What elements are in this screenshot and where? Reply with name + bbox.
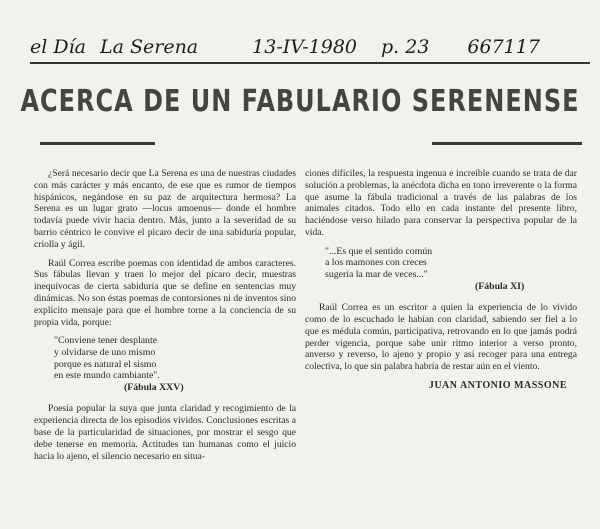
verse-quote bbox=[54, 335, 296, 393]
verse-source: (Fábula XI) bbox=[475, 280, 525, 292]
archive-code: 667117 bbox=[467, 36, 540, 58]
title-rule-right bbox=[432, 142, 582, 145]
author-signature: JUAN ANTONIO MASSONE bbox=[428, 379, 567, 391]
verse-line: "...Es que el sentido común bbox=[325, 245, 433, 257]
verse-line: "Conviene tener desplante bbox=[54, 335, 158, 347]
paragraph: ciones difíciles, la respuesta ingenua e increíble cuando se trata de dar solución a problemas, la anécdota dicha en tono irreverente o la forma que asume la fábula tradicional a través de las palabras de los animales citados. Todo ello en cada instante del presente libro, haciéndose verso hilado para conservar la perspectiva popular de la vida. bbox=[305, 168, 577, 238]
verse-line: a los mamones con creces bbox=[325, 257, 427, 269]
page-number: p. 23 bbox=[381, 36, 430, 58]
paragraph: Raúl Correa escribe poemas con identidad de ambos caracteres. Sus fábulas llevan y traen lo mejor del pícaro decir, muestras inequívocas de cierta sabiduría que se define en sentencias muy dinámicas. No son éstas poemas de contorsiones ni de inventos sino explícito mensaje para que el hombre torne a la conciencia de su propia vida, porque: bbox=[34, 257, 296, 328]
date: 13-IV-1980 bbox=[252, 36, 357, 58]
verse-line: y olvidarse de uno mismo bbox=[54, 346, 156, 358]
city-name: La Serena bbox=[100, 36, 199, 58]
title-rule-left bbox=[40, 142, 155, 145]
verse-quote bbox=[325, 246, 577, 292]
paragraph: Raúl Correa es un escritor a quien la experiencia de lo vivido como de lo escuchado le habían con claridad, sabiendo ser fiel a lo que es médula común, participativa, retrovando en lo que jamás podrá perder vigencia, porque sabe unir ritmo interior a verso pronto, anverso y reverso, lo ajeno y propio y así recoger para una entrega colectiva, lo que sin palabra habría de restar aún en el viento. bbox=[305, 302, 577, 373]
handwritten-header bbox=[30, 36, 590, 58]
paragraph: ¿Será necesario decir que La Serena es una de nuestras ciudades con más carácter y más encanto, de ese que es rumor de tiempos hispánicos, negándose en su paz de arquitectura hermosa? La Serena es un lugar grato —locus amoenus— donde el hombre todavía puede vivir hacia dentro. Más, junto a la severidad de su barrio céntrico le convive el picaro decir de una sabiduría popular, criolla y ágil. bbox=[34, 168, 296, 250]
newspaper-name: el Día bbox=[30, 36, 86, 58]
verse-line: porque es natural el sismo bbox=[54, 358, 157, 370]
column-right bbox=[305, 168, 577, 392]
verse-line: sugería la mar de veces..." bbox=[325, 268, 428, 280]
article-title: ACERCA DE UN FABULARIO SERENENSE bbox=[20, 83, 580, 119]
header-underline bbox=[30, 62, 590, 64]
column-left bbox=[34, 168, 296, 469]
paragraph: Poesía popular la suya que junta claridad y recogimiento de la experiencia directa de los episodios vividos. Conclusiones escritas a base de la particularidad de situaciones, por mostrar el sesgo que debe tenerse en memoria. Actitudes tan humanas como el juicio hacia lo ajeno, el silencio necesario en situa- bbox=[34, 403, 296, 462]
verse-source: (Fábula XXV) bbox=[124, 381, 184, 393]
verse-line: en este mundo cambiante". bbox=[54, 370, 160, 382]
